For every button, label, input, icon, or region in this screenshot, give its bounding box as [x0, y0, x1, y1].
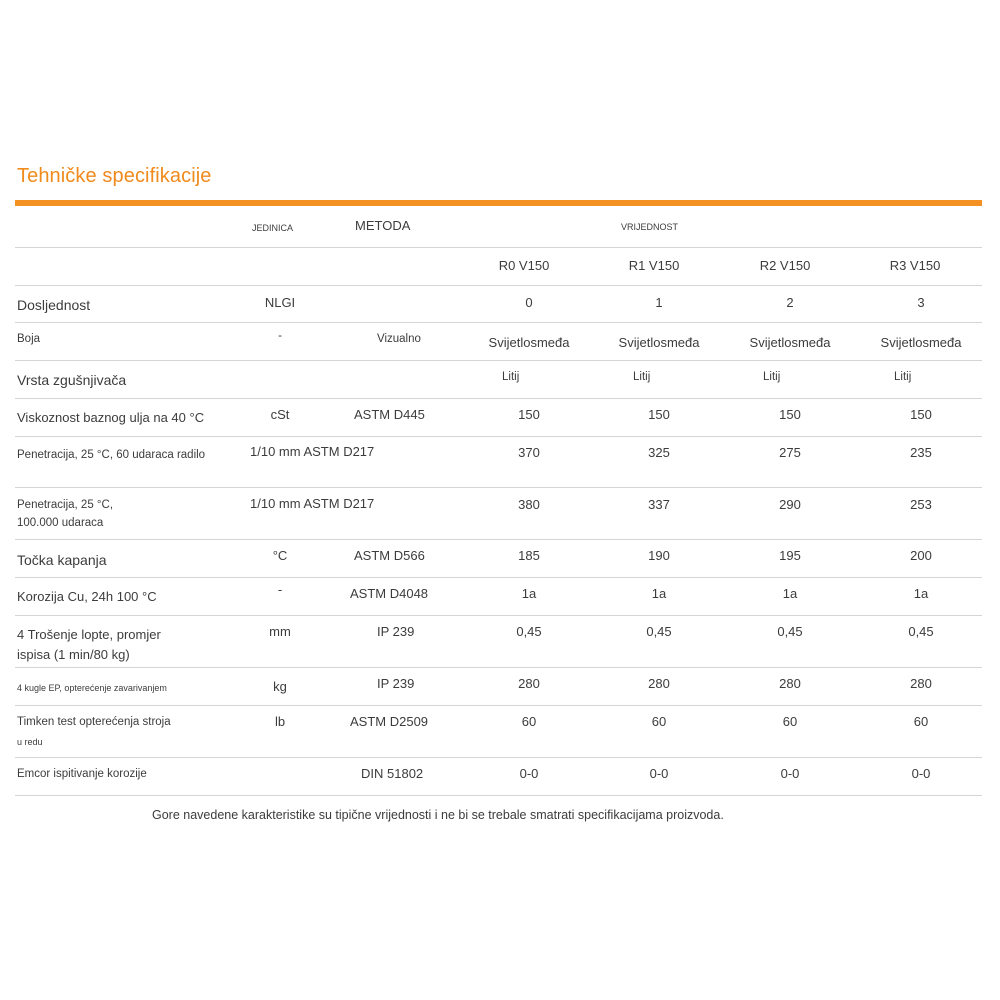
table-row	[15, 668, 982, 706]
value-cell: 1	[655, 295, 663, 310]
property-label: Viskoznost baznog ulja na 40 °C	[17, 410, 205, 425]
table-row	[15, 286, 982, 323]
value-cell: 60	[521, 714, 537, 729]
value-cell: 195	[779, 548, 801, 563]
method-cell: ASTM D566	[354, 548, 425, 563]
value-cell: Svijetlosmeđa	[880, 335, 962, 350]
page-title: Tehničke specifikacije	[17, 165, 212, 187]
property-label-line2: ispisa (1 min/80 kg)	[17, 647, 130, 662]
value-cell: 150	[648, 407, 670, 422]
property-label: Dosljednost	[17, 297, 91, 313]
grade-header-row	[15, 248, 982, 286]
unit-cell: NLGI	[264, 295, 296, 310]
property-label: Točka kapanja	[17, 552, 107, 568]
unit-method-cell: 1/10 mm ASTM D217	[250, 444, 375, 459]
property-label: Penetracija, 25 °C, 60 udaraca radilo	[17, 449, 206, 461]
table-row	[15, 578, 982, 616]
property-label-line2: u redu	[17, 737, 43, 747]
property-label: Emcor ispitivanje korozije	[17, 768, 147, 780]
value-cell: 150	[518, 407, 540, 422]
property-label: Vrsta zgušnjivača	[17, 372, 127, 388]
method-cell: IP 239	[377, 676, 415, 691]
unit-method-cell: 1/10 mm ASTM D217	[250, 496, 375, 511]
property-label-line1: Penetracija, 25 °C,	[17, 499, 114, 511]
value-cell: Litij	[633, 371, 651, 383]
value-cell: 280	[648, 676, 670, 691]
value-cell: 0	[525, 295, 533, 310]
value-cell: 290	[779, 497, 801, 512]
table-row	[15, 399, 982, 437]
value-cell: 370	[518, 445, 540, 460]
value-cell: Svijetlosmeđa	[749, 335, 831, 350]
value-cell: Litij	[502, 371, 520, 383]
method-cell: ASTM D445	[354, 407, 425, 422]
property-label: Boja	[17, 333, 41, 345]
value-cell: 337	[648, 497, 670, 512]
method-cell: ASTM D4048	[350, 586, 429, 601]
unit-header: JEDINICA	[252, 223, 294, 233]
title-underline	[15, 200, 982, 206]
table-row	[15, 488, 982, 540]
value-cell: 150	[910, 407, 932, 422]
value-cell: 0,45	[908, 624, 934, 639]
value-cell: 2	[786, 295, 794, 310]
method-cell: DIN 51802	[361, 766, 424, 781]
value-cell: 185	[518, 548, 540, 563]
unit-cell: cSt	[270, 407, 290, 422]
value-cell: 0,45	[777, 624, 803, 639]
unit-cell: lb	[274, 714, 286, 729]
value-cell: 1a	[782, 586, 798, 601]
value-cell: Svijetlosmeđa	[488, 335, 570, 350]
property-label: 4 kugle EP, opterećenje zavarivanjem	[17, 683, 167, 693]
value-cell: 0-0	[519, 766, 539, 781]
value-cell: 0-0	[911, 766, 931, 781]
unit-cell: -	[278, 330, 282, 342]
header-row	[15, 207, 982, 248]
value-cell: Litij	[894, 371, 912, 383]
table-row	[15, 361, 982, 399]
value-cell: 280	[779, 676, 801, 691]
value-cell: 280	[518, 676, 540, 691]
value-cell: 60	[913, 714, 929, 729]
grade-header-r2: R2 V150	[759, 258, 811, 273]
value-cell: 200	[910, 548, 932, 563]
unit-cell: -	[277, 582, 283, 597]
table-row	[15, 437, 982, 488]
method-cell: IP 239	[377, 624, 415, 639]
value-cell: 0-0	[649, 766, 669, 781]
property-label-line2: 100.000 udaraca	[17, 517, 104, 529]
value-cell: 275	[779, 445, 801, 460]
unit-cell: °C	[272, 548, 288, 563]
table-row	[15, 323, 982, 361]
grade-header-r1: R1 V150	[628, 258, 680, 273]
value-cell: Svijetlosmeđa	[618, 335, 700, 350]
property-label: Korozija Cu, 24h 100 °C	[17, 589, 157, 604]
value-cell: 1a	[913, 586, 929, 601]
value-cell: 325	[648, 445, 670, 460]
method-cell: ASTM D2509	[350, 714, 429, 729]
footnote: Gore navedene karakteristike su tipične vrijednosti i ne bi se trebale smatrati specifikacijama proizvoda.	[152, 808, 724, 822]
value-cell: 253	[910, 497, 932, 512]
value-cell: 0,45	[516, 624, 542, 639]
value-cell: Litij	[763, 371, 781, 383]
table-row	[15, 758, 982, 796]
method-cell: Vizualno	[377, 333, 421, 345]
value-cell: 0-0	[780, 766, 800, 781]
grade-header-r3: R3 V150	[889, 258, 941, 273]
value-cell: 190	[648, 548, 670, 563]
value-cell: 60	[782, 714, 798, 729]
value-cell: 280	[910, 676, 932, 691]
method-header: METODA	[355, 218, 411, 233]
value-cell: 380	[518, 497, 540, 512]
value-cell: 0,45	[646, 624, 672, 639]
table-row	[15, 616, 982, 668]
unit-cell: kg	[273, 679, 287, 694]
value-cell: 3	[917, 295, 925, 310]
property-label-line1: Timken test opterećenja stroja	[17, 716, 171, 728]
table-row	[15, 706, 982, 758]
property-label-line1: 4 Trošenje lopte, promjer	[17, 627, 161, 642]
unit-cell: mm	[269, 624, 291, 639]
value-cell: 60	[651, 714, 667, 729]
grade-header-r0: R0 V150	[498, 258, 550, 273]
table-row	[15, 540, 982, 578]
value-cell: 150	[779, 407, 801, 422]
value-cell: 1a	[651, 586, 667, 601]
value-header: VRIJEDNOST	[621, 222, 679, 232]
value-cell: 1a	[521, 586, 537, 601]
value-cell: 235	[910, 445, 932, 460]
